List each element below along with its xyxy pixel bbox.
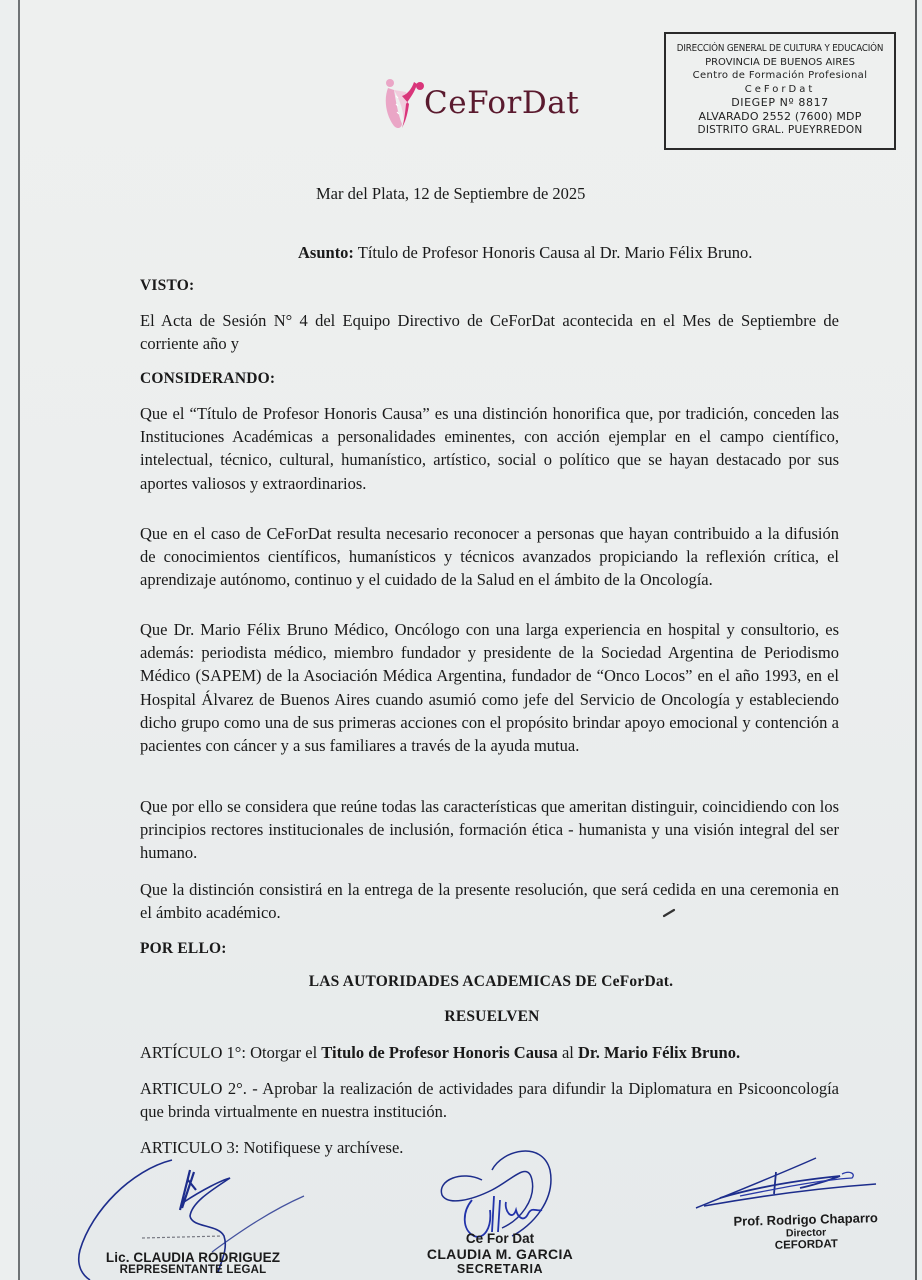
- considerando-heading: CONSIDERANDO:: [140, 370, 276, 387]
- stamp-line: DISTRITO GRAL. PUEYRREDON: [697, 123, 863, 136]
- article-1-middle: al: [557, 1043, 578, 1062]
- signatory-role: REPRESENTANTE LEGAL: [119, 1264, 267, 1276]
- stamp-line: DIEGEP Nº 8817: [731, 96, 829, 110]
- article-2: ARTICULO 2°. - Aprobar la realización de actividades para difundir la Diplomatura en Psicooncología que brinda virtualmente en nuestra institución.: [140, 1079, 839, 1122]
- visto-paragraph: El Acta de Sesión N° 4 del Equipo Directivo de CeForDat acontecida en el Mes de Septiembre de corriente año y: [140, 311, 839, 354]
- signatory-name: Lic. CLAUDIA RODRIGUEZ: [105, 1250, 281, 1265]
- signatory-role: Director: [785, 1226, 827, 1240]
- signature-chaparro-icon: [680, 1150, 880, 1220]
- article-1: [140, 1041, 740, 1064]
- stamp-line: CeForDat: [744, 83, 816, 95]
- institution-stamp: [664, 32, 896, 150]
- article-1-honoree: Dr. Mario Félix Bruno.: [577, 1043, 741, 1062]
- stamp-line: DIRECCIÓN GENERAL DE CULTURA Y EDUCACIÓN: [676, 43, 884, 54]
- signatory-legal-rep: [98, 1250, 288, 1276]
- ceferdat-logo: [382, 72, 602, 134]
- considerando-paragraph: Que Dr. Mario Félix Bruno Médico, Oncólogo con una larga experiencia en hospital y consultorio, es además: periodista médico, miembro fundador y presidente de la Sociedad Argentina de Periodismo Médico (SAPEM) de la Asociación Médica Argentina, fundador de “Onco Locos” en el año 1993, en el Hospital Álvarez de Buenos Aires cuando asumió como jefe del Servicio de Oncología y estableciendo dicho grupo como una de sus primeras acciones con el propósito brindar apoyo emocional y contención a pacientes con cáncer y a sus familiares a través de la ayuda mutua.: [140, 620, 839, 756]
- signatory-org: Ce For Dat: [465, 1231, 535, 1246]
- article-1-title: Titulo de Profesor Honoris Causa: [321, 1043, 558, 1062]
- visto-heading: VISTO:: [140, 277, 195, 294]
- por-ello-heading: POR ELLO:: [140, 940, 227, 957]
- subject-text: Título de Profesor Honoris Causa al Dr. Mario Félix Bruno.: [353, 243, 753, 262]
- stamp-line: Centro de Formación Profesional: [692, 70, 868, 82]
- signatory-role: SECRETARIA: [456, 1262, 544, 1276]
- logo-text: CeForDat: [424, 85, 580, 121]
- signatory-org: CEFORDAT: [774, 1238, 839, 1252]
- signatory-director: [716, 1210, 897, 1254]
- authorities-heading: LAS AUTORIDADES ACADEMICAS DE CeForDat.: [308, 973, 674, 990]
- pen-mark-icon: [663, 908, 677, 918]
- document-page: [18, 0, 917, 1280]
- resuelven-heading: RESUELVEN: [444, 1008, 540, 1025]
- considerando-paragraph: Que la distinción consistirá en la entrega de la presente resolución, que será cedida en una ceremonia en el ámbito académico.: [140, 880, 839, 923]
- subject-label: Asunto:: [298, 243, 354, 262]
- date-line: Mar del Plata, 12 de Septiembre de 2025: [316, 184, 586, 203]
- article-1-prefix: ARTÍCULO 1°: Otorgar el: [140, 1043, 322, 1062]
- signatory-name: Prof. Rodrigo Chaparro: [733, 1210, 879, 1229]
- considerando-paragraph: Que en el caso de CeForDat resulta necesario reconocer a personas que hayan contribuido a la difusión de conocimientos científicos, humanísticos y técnicos avanzados propiciando la reflexión crítica, el aprendizaje autónomo, continuo y el cuidado de la Salud en el ámbito de la Oncología.: [140, 524, 839, 590]
- signatory-name: CLAUDIA M. GARCIA: [426, 1246, 574, 1262]
- considerando-paragraph: Que el “Título de Profesor Honoris Causa” es una distinción honorifica que, por tradición, conceden las Instituciones Académicas a personalidades eminentes, con acción ejemplar en el campo científico, intelectual, técnico, cultural, humanístico, artístico, social o político que se hayan destacado por sus aportes valiosos y extraordinarios.: [140, 404, 839, 493]
- signatory-secretary: [410, 1231, 590, 1276]
- stamp-line: PROVINCIA DE BUENOS AIRES: [705, 56, 855, 68]
- stamp-line: ALVARADO 2552 (7600) MDP: [698, 109, 862, 123]
- subject-line: [298, 241, 752, 264]
- logo-figure-icon: [382, 74, 426, 132]
- article-3: ARTICULO 3: Notifiquese y archívese.: [140, 1138, 404, 1157]
- considerando-paragraph: Que por ello se considera que reúne todas las características que ameritan distinguir, coincidiendo con los principios rectores institucionales de inclusión, formación ética - humanista y una visión integral del ser humano.: [140, 797, 839, 863]
